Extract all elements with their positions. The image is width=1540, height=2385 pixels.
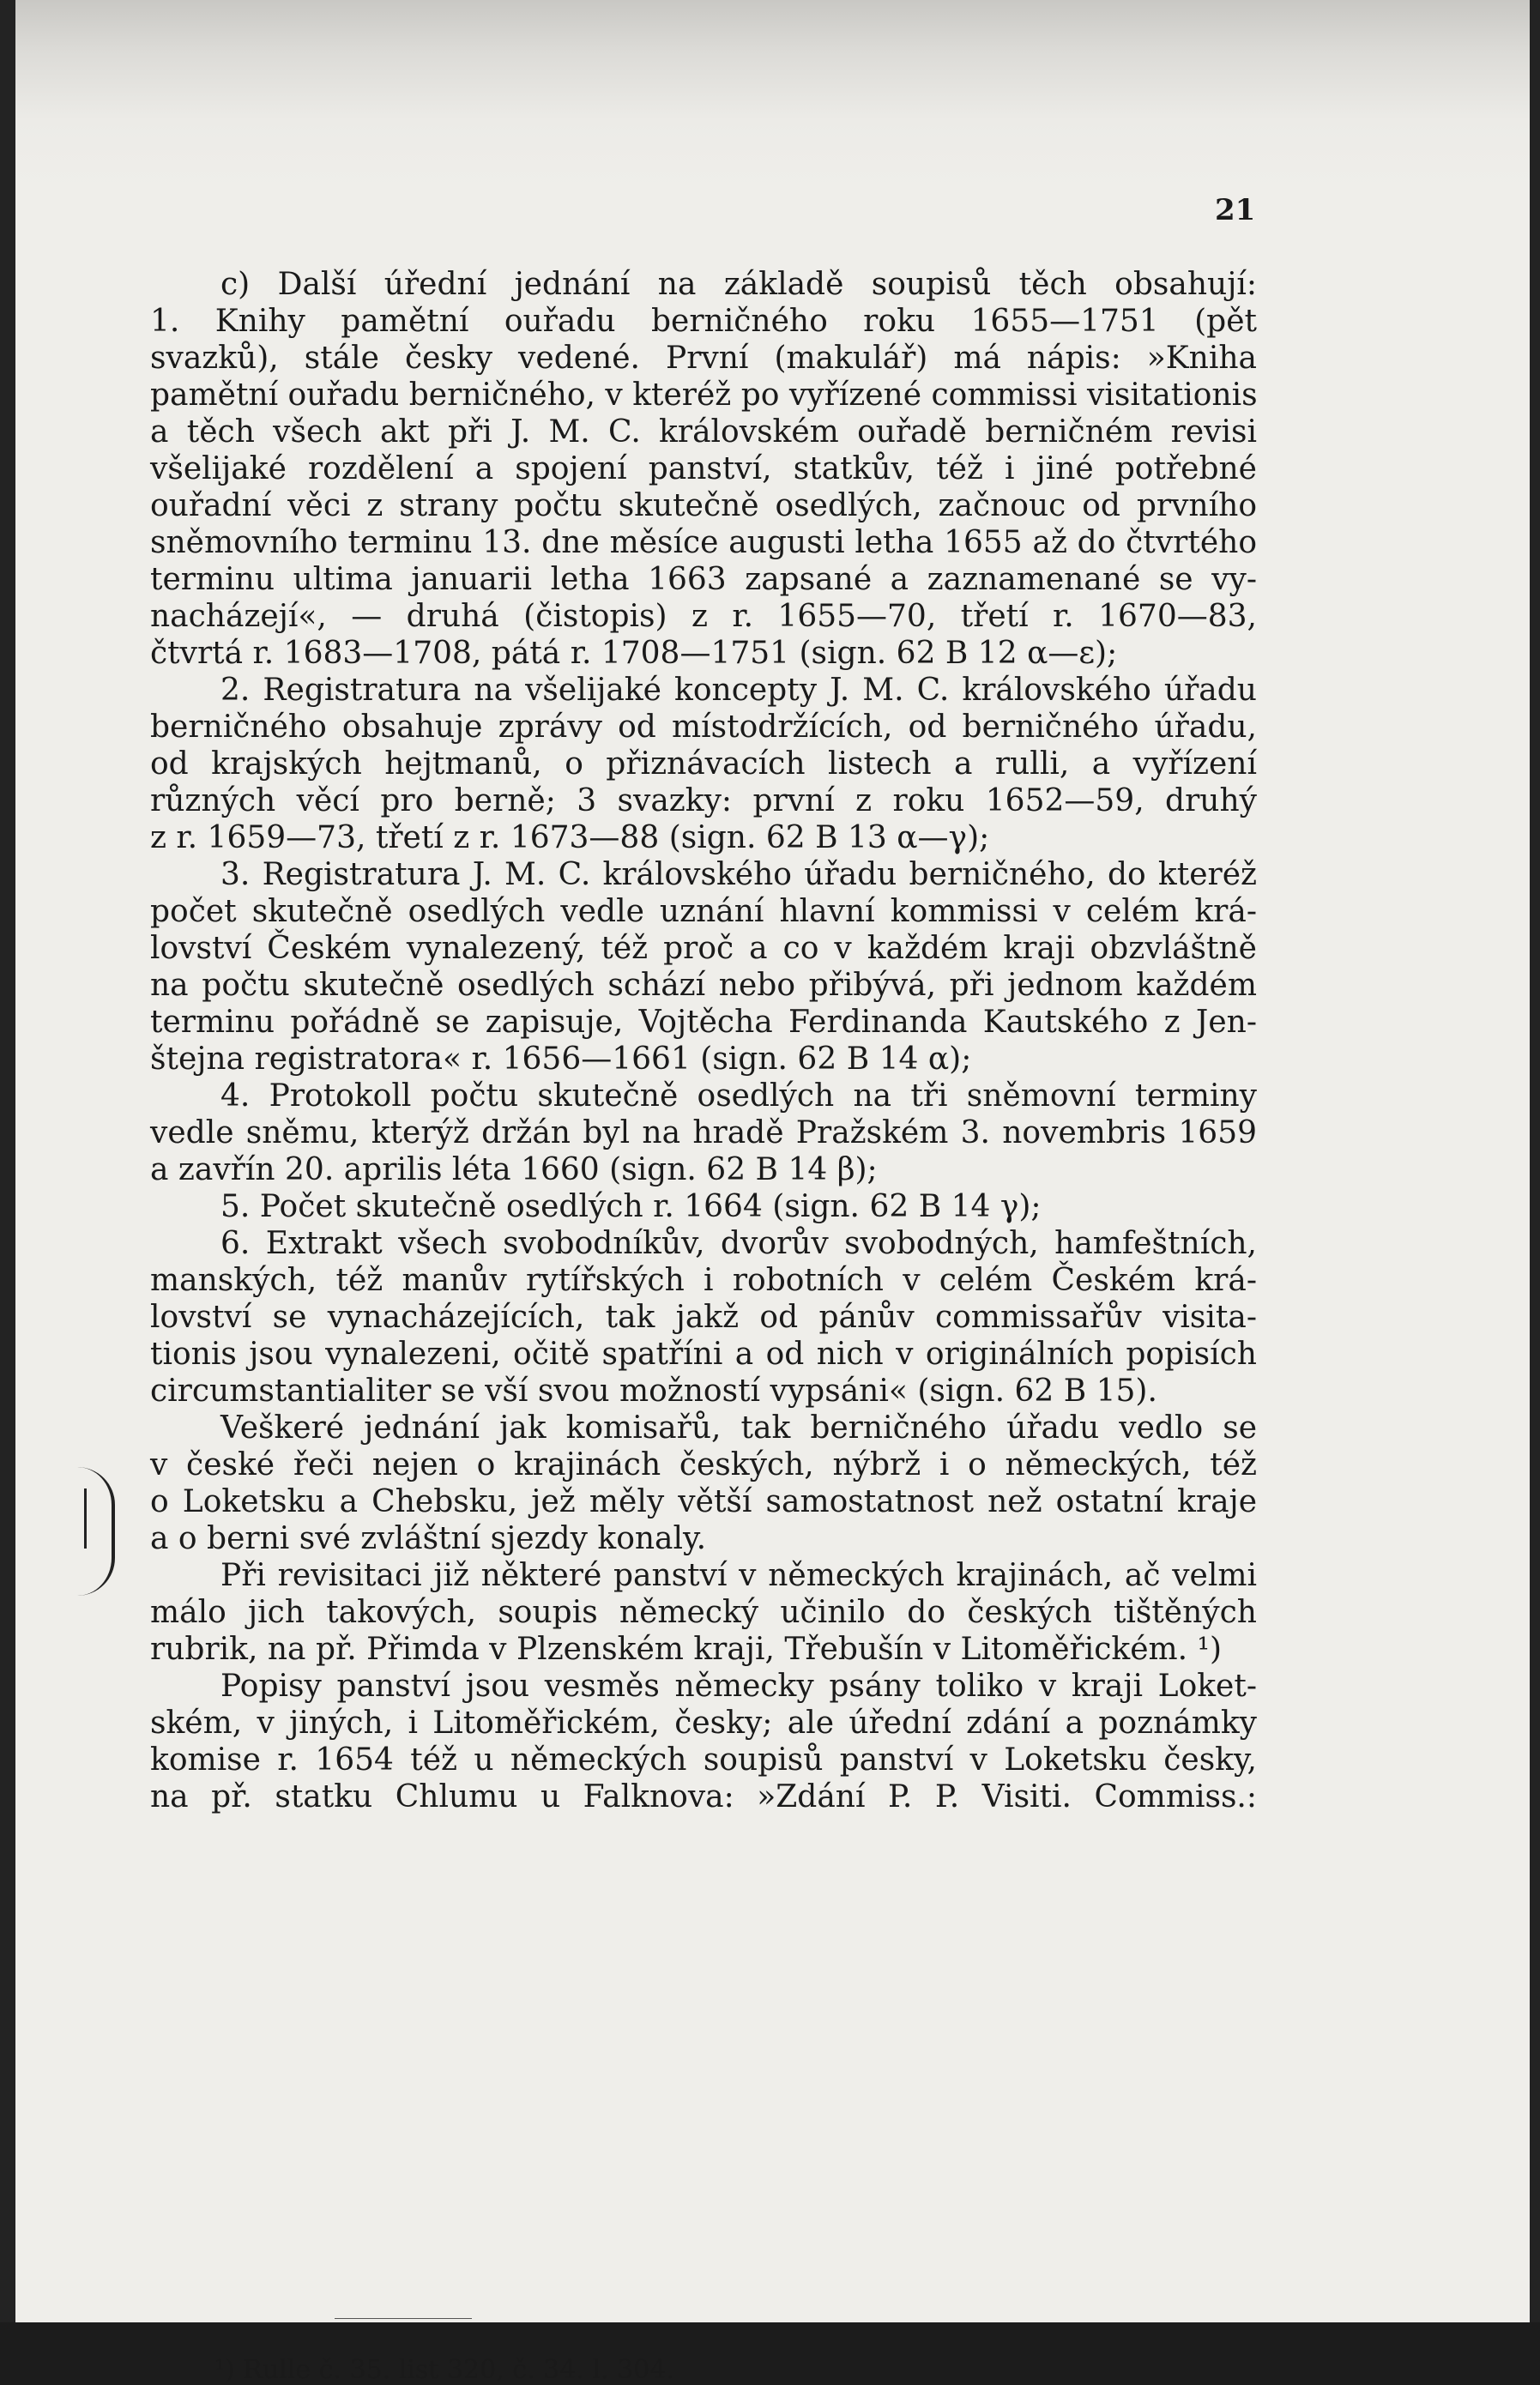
text-line: manských, též manův rytířských i robotních v celém Českém krá-: [150, 1263, 1257, 1298]
text-line: sněmovního terminu 13. dne měsíce augusti letha 1655 až do čtvrtého: [150, 525, 1257, 560]
text-line: na počtu skutečně osedlých schází nebo přibývá, při jednom každém: [150, 968, 1257, 1003]
text-line: 2. Registratura na všelijaké koncepty J. M. C. královského úřadu: [220, 673, 1257, 708]
text-line: vedle sněmu, kterýž držán byl na hradě Pražském 3. novembris 1659: [150, 1115, 1257, 1150]
text-line: štejna registratora« r. 1656—1661 (sign. 62 B 14 α);: [150, 1042, 972, 1077]
text-line: 1. Knihy pamětní ouřadu berničného roku 1655—1751 (pět: [150, 304, 1257, 339]
text-line: circumstantialiter se vší svou možností vypsáni« (sign. 62 B 15).: [150, 1374, 1157, 1409]
text-line: čtvrtá r. 1683—1708, pátá r. 1708—1751 (sign. 62 B 12 α—ε);: [150, 636, 1118, 671]
text-line: všelijaké rozdělení a spojení panství, statkův, též i jiné potřebné: [150, 451, 1257, 486]
text-line: Veškeré jednání jak komisařů, tak berničného úřadu vedlo se: [220, 1410, 1257, 1446]
text-line: Při revisitaci již některé panství v německých krajinách, ač velmi: [220, 1558, 1257, 1593]
text-line: a o berni své zvláštní sjezdy konaly.: [150, 1521, 707, 1556]
text-line: v české řeči nejen o krajinách českých, nýbrž i o německých, též: [150, 1447, 1257, 1482]
text-line: 3. Registratura J. M. C. královského úřadu berničného, do kteréž: [220, 857, 1257, 892]
text-line: terminu ultima januarii letha 1663 zapsané a zaznamenané se vy-: [150, 562, 1257, 597]
footnote: ¹) Rulle č. 35. list 320, č. 34. l. 304.: [214, 2355, 674, 2385]
body-text: [150, 266, 1257, 1815]
text-line: berničného obsahuje zprávy od místodržících, od berničného úřadu,: [150, 709, 1257, 745]
text-line: tionis jsou vynalezeni, očitě spatříni a od nich v originálních popisích: [150, 1337, 1257, 1372]
text-line: na př. statku Chlumu u Falknova: »Zdání P. P. Visiti. Commiss.:: [150, 1779, 1257, 1814]
margin-bracket-mark: [77, 1467, 115, 1596]
text-line: počet skutečně osedlých vedle uznání hlavní kommissi v celém krá-: [150, 894, 1257, 929]
text-line: 5. Počet skutečně osedlých r. 1664 (sign. 62 B 14 γ);: [220, 1189, 1042, 1224]
text-line: lovství se vynacházejících, tak jakž od pánův commissařův visita-: [150, 1300, 1257, 1335]
text-line: málo jich takových, soupis německý učinilo do českých tištěných: [150, 1595, 1257, 1630]
margin-tick-mark: [84, 1488, 87, 1549]
text-line: a těch všech akt při J. M. C. královském ouřadě berničném revisi: [150, 414, 1257, 450]
text-line: různých věcí pro berně; 3 svazky: první z roku 1652—59, druhý: [150, 783, 1257, 818]
text-line: rubrik, na př. Přimda v Plzenském kraji, Třebušín v Litoměřickém. ¹): [150, 1632, 1223, 1667]
text-line: terminu pořádně se zapisuje, Vojtěcha Ferdinanda Kautského z Jen-: [150, 1005, 1257, 1040]
page: [15, 0, 1530, 2385]
page-number: 21: [1215, 193, 1256, 227]
text-line: z r. 1659—73, třetí z r. 1673—88 (sign. 62 B 13 α—γ);: [150, 820, 990, 855]
text-line: ském, v jiných, i Litoměřickém, česky; ale úřední zdání a poznámky: [150, 1706, 1257, 1741]
text-line: 6. Extrakt všech svobodníkův, dvorův svobodných, hamfeštních,: [220, 1226, 1257, 1261]
text-line: nacházejí«, — druhá (čistopis) z r. 1655—70, třetí r. 1670—83,: [150, 599, 1257, 634]
text-line: od krajských hejtmanů, o přiznávacích listech a rulli, a vyřízení: [150, 746, 1257, 782]
text-line: o Loketsku a Chebsku, jež měly větší samostatnost než ostatní kraje: [150, 1484, 1257, 1519]
text-line: c) Další úřední jednání na základě soupisů těch obsahují:: [220, 267, 1257, 302]
text-line: komise r. 1654 též u německých soupisů panství v Loketsku česky,: [150, 1742, 1257, 1778]
text-line: a zavřín 20. aprilis léta 1660 (sign. 62 B 14 β);: [150, 1152, 878, 1187]
text-line: Popisy panství jsou vesměs německy psány toliko v kraji Loket-: [220, 1669, 1257, 1704]
text-line: lovství Českém vynalezený, též proč a co v každém kraji obzvláštně: [150, 931, 1257, 966]
footnote-rule: [335, 2318, 472, 2319]
text-line: 4. Protokoll počtu skutečně osedlých na tři sněmovní terminy: [220, 1078, 1257, 1114]
text-line: svazků), stále česky vedené. První (makulář) má nápis: »Kniha: [150, 341, 1257, 376]
text-line: ouřadní věci z strany počtu skutečně osedlých, začnouc od prvního: [150, 488, 1257, 523]
text-line: pamětní ouřadu berničného, v kteréž po vyřízené commissi visitationis: [150, 377, 1258, 413]
